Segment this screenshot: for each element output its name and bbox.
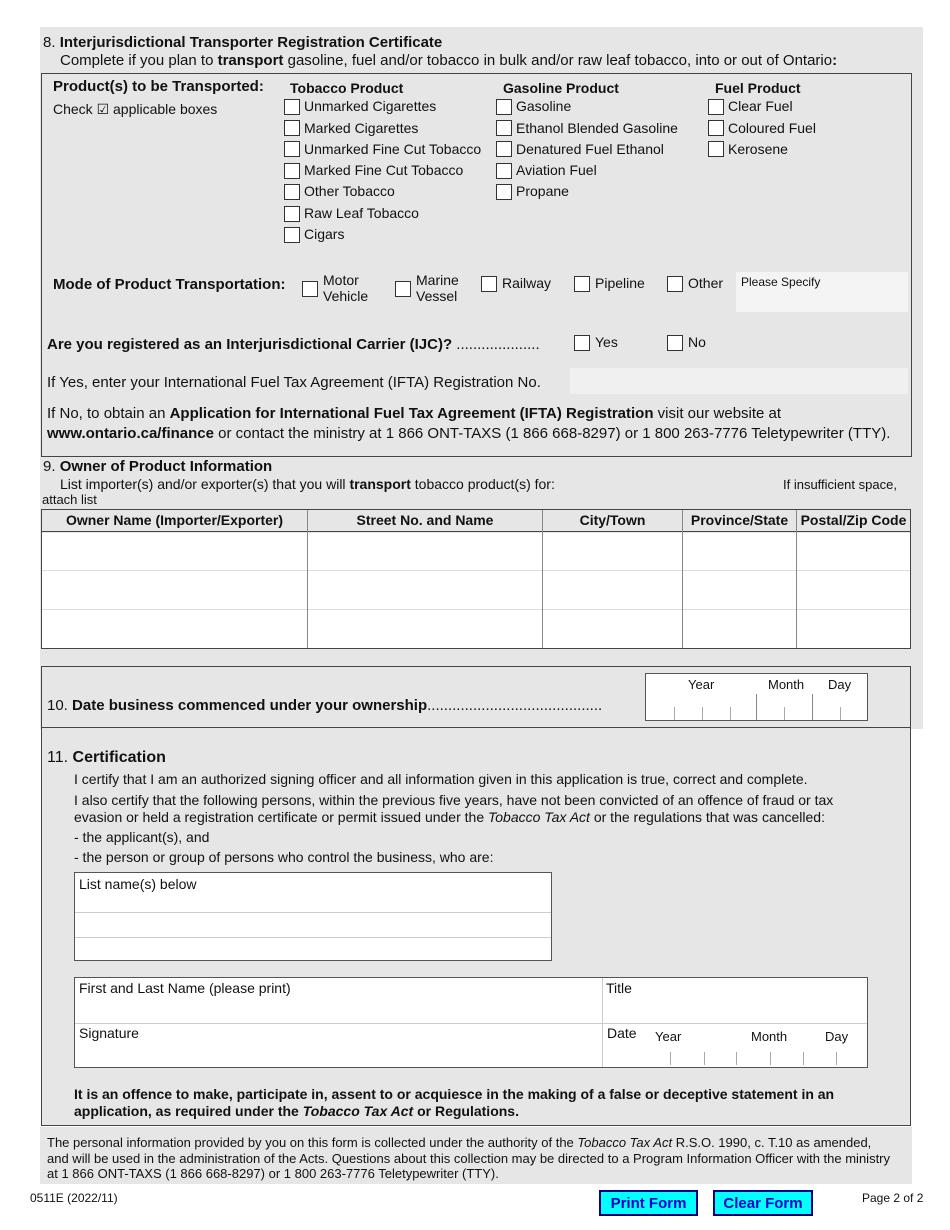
- label-railway: Railway: [502, 275, 552, 291]
- checkbox-kerosene[interactable]: [708, 141, 724, 157]
- label-ijc-yes: Yes: [595, 334, 618, 350]
- checkbox-coloured-fuel[interactable]: [708, 120, 724, 136]
- label-other: Other: [688, 275, 724, 291]
- checkbox-motor-vehicle[interactable]: [302, 281, 318, 297]
- year-label: Year: [655, 1029, 682, 1044]
- label-cigars: Cigars: [304, 226, 345, 242]
- attach-list-note: attach list: [42, 492, 97, 507]
- checkbox-ijc-yes[interactable]: [574, 335, 590, 351]
- section-10-heading: 10. Date business commenced under your ownership..........................................: [47, 697, 603, 714]
- checkbox-railway[interactable]: [481, 276, 497, 292]
- label-other-tobacco: Other Tobacco: [304, 183, 395, 199]
- mode-label: Mode of Product Transportation:: [53, 276, 286, 293]
- label-unmarked-cigarettes: Unmarked Cigarettes: [304, 98, 437, 114]
- section-11-heading: 11. Certification: [47, 749, 166, 766]
- owner-table-header: [42, 510, 910, 532]
- owner-table-body: [42, 533, 910, 648]
- section-9-heading: 9. Owner of Product Information: [43, 458, 273, 475]
- table-row[interactable]: [42, 610, 910, 648]
- month-label: Month: [768, 677, 805, 692]
- column-province: Province/State: [690, 512, 789, 528]
- month-label: Month: [751, 1029, 788, 1044]
- checkbox-pipeline[interactable]: [574, 276, 590, 292]
- column-divider: [796, 510, 797, 648]
- checkbox-denatured-ethanol[interactable]: [496, 141, 512, 157]
- first-last-name-label: First and Last Name (please print): [79, 980, 291, 996]
- checkbox-other[interactable]: [667, 276, 683, 292]
- offence-line-2: application, as required under the Tobacco Tax Act or Regulations.: [74, 1103, 519, 1119]
- ifno-line-1: If No, to obtain an Application for International Fuel Tax Agreement (IFTA) Registration visit our website at: [47, 405, 782, 422]
- day-label: Day: [825, 1029, 849, 1044]
- column-owner-name: Owner Name (Importer/Exporter): [65, 512, 284, 528]
- signatory-block: [74, 977, 868, 1068]
- checkbox-other-tobacco[interactable]: [284, 184, 300, 200]
- label-pipeline: Pipeline: [595, 275, 645, 291]
- insufficient-space-note: If insufficient space,: [783, 477, 897, 492]
- checkbox-ethanol-blended[interactable]: [496, 120, 512, 136]
- checkbox-ijc-no[interactable]: [667, 335, 683, 351]
- ifta-registration-input[interactable]: [570, 368, 908, 394]
- column-divider: [307, 510, 308, 648]
- ifta-yes-label: If Yes, enter your International Fuel Tax Agreement (IFTA) Registration No.: [47, 374, 541, 391]
- section-title: Interjurisdictional Transporter Registration Certificate: [59, 34, 443, 51]
- ifno-line-2: www.ontario.ca/finance or contact the ministry at 1 866 ONT-TAXS (1 866 668-8297) or 1 800 263-7776 Teletypewriter (TTY).: [47, 425, 891, 442]
- checkbox-unmarked-fine-cut[interactable]: [284, 141, 300, 157]
- label-motor-vehicle: Motor Vehicle: [323, 272, 369, 304]
- clear-form-button[interactable]: Clear Form: [713, 1190, 813, 1216]
- checkbox-clear-fuel[interactable]: [708, 99, 724, 115]
- checkbox-marked-fine-cut[interactable]: [284, 163, 300, 179]
- certification-p1: I certify that I am an authorized signing officer and all information given in this application is true, correct and complete.: [74, 771, 808, 787]
- label-aviation-fuel: Aviation Fuel: [516, 162, 597, 178]
- column-divider: [682, 510, 683, 648]
- tobacco-heading: Tobacco Product: [290, 80, 404, 96]
- column-city: City/Town: [579, 512, 646, 528]
- privacy-line-1: The personal information provided by you on this form is collected under the authority of the Tobacco Tax Act R.S.O. 1990, c. T.10 as amended,: [47, 1135, 872, 1150]
- label-kerosene: Kerosene: [728, 141, 788, 157]
- owner-table: [41, 509, 911, 649]
- certification-p2a: I also certify that the following persons, within the previous five years, have not been convicted of an offence of fraud or tax: [74, 792, 834, 808]
- title-label: Title: [606, 980, 632, 996]
- label-ethanol-blended: Ethanol Blended Gasoline: [516, 120, 678, 136]
- certification-p2b: evasion or held a registration certificate or permit issued under the Tobacco Tax Act or the regulations that was cancelled:: [74, 809, 825, 825]
- checkbox-raw-leaf[interactable]: [284, 206, 300, 222]
- bullet-controllers: - the person or group of persons who control the business, who are:: [74, 849, 494, 865]
- ijc-question: Are you registered as an Interjurisdictional Carrier (IJC)? ....................: [47, 336, 540, 353]
- checkbox-aviation-fuel[interactable]: [496, 163, 512, 179]
- column-street: Street No. and Name: [356, 512, 494, 528]
- label-denatured-ethanol: Denatured Fuel Ethanol: [516, 141, 664, 157]
- check-hint: Check ☑ applicable boxes: [53, 101, 218, 117]
- checkbox-marine-vessel[interactable]: [395, 281, 411, 297]
- section-number: 8.: [43, 34, 56, 51]
- column-postal: Postal/Zip Code: [800, 512, 907, 528]
- checkbox-propane[interactable]: [496, 184, 512, 200]
- label-propane: Propane: [516, 183, 569, 199]
- please-specify-label: Please Specify: [741, 275, 821, 289]
- privacy-line-3: at 1 866 ONT-TAXS (1 866 668-8297) or 1 800 263-7776 Teletypewriter (TTY).: [47, 1166, 499, 1181]
- list-names-label: List name(s) below: [79, 876, 197, 892]
- day-label: Day: [828, 677, 852, 692]
- table-row[interactable]: [42, 571, 910, 610]
- label-unmarked-fine-cut: Unmarked Fine Cut Tobacco: [304, 141, 482, 157]
- page-number: Page 2 of 2: [862, 1191, 924, 1205]
- offence-line-1: It is an offence to make, participate in, assent to or acquiesce in the making of a false or deceptive statement in an: [74, 1086, 835, 1102]
- section-8-heading: [43, 34, 442, 51]
- please-specify-field[interactable]: [736, 272, 908, 312]
- gasoline-heading: Gasoline Product: [503, 80, 619, 96]
- section-9-intro: List importer(s) and/or exporter(s) that you will transport tobacco product(s) for:: [60, 476, 555, 492]
- checkbox-cigars[interactable]: [284, 227, 300, 243]
- label-raw-leaf: Raw Leaf Tobacco: [304, 205, 419, 221]
- column-divider: [542, 510, 543, 648]
- signature-date-field[interactable]: [603, 1024, 867, 1067]
- form-number: 0511E (2022/11): [30, 1191, 118, 1205]
- bullet-applicants: - the applicant(s), and: [74, 829, 210, 845]
- print-form-button[interactable]: Print Form: [599, 1190, 698, 1216]
- section-8-intro: Complete if you plan to transport gasoline, fuel and/or tobacco in bulk and/or raw leaf tobacco, into or out of Ontario:: [60, 52, 838, 69]
- signature-label: Signature: [79, 1025, 139, 1041]
- title-field[interactable]: [602, 978, 867, 1023]
- label-clear-fuel: Clear Fuel: [728, 98, 793, 114]
- checkbox-gasoline[interactable]: [496, 99, 512, 115]
- privacy-line-2: and will be used in the administration of the Acts. Questions about this collection may be directed to a Program Information Officer with the ministry: [47, 1151, 891, 1166]
- list-names-field[interactable]: [74, 872, 552, 961]
- business-date-field[interactable]: [645, 673, 868, 721]
- products-label: Product(s) to be Transported:: [53, 78, 264, 95]
- fuel-heading: Fuel Product: [715, 80, 801, 96]
- label-coloured-fuel: Coloured Fuel: [728, 120, 816, 136]
- label-gasoline: Gasoline: [516, 98, 572, 114]
- table-row[interactable]: [42, 533, 910, 571]
- first-last-name-field[interactable]: [75, 978, 602, 1023]
- date-label: Date: [607, 1025, 637, 1041]
- label-marked-cigarettes: Marked Cigarettes: [304, 120, 419, 136]
- label-marked-fine-cut: Marked Fine Cut Tobacco: [304, 162, 464, 178]
- label-ijc-no: No: [688, 334, 706, 350]
- signature-field[interactable]: [75, 1024, 602, 1067]
- year-label: Year: [688, 677, 715, 692]
- label-marine-vessel: Marine Vessel: [416, 272, 459, 304]
- ministry-website-link[interactable]: www.ontario.ca/finance: [47, 425, 214, 442]
- checkbox-marked-cigarettes[interactable]: [284, 120, 300, 136]
- checkbox-unmarked-cigarettes[interactable]: [284, 99, 300, 115]
